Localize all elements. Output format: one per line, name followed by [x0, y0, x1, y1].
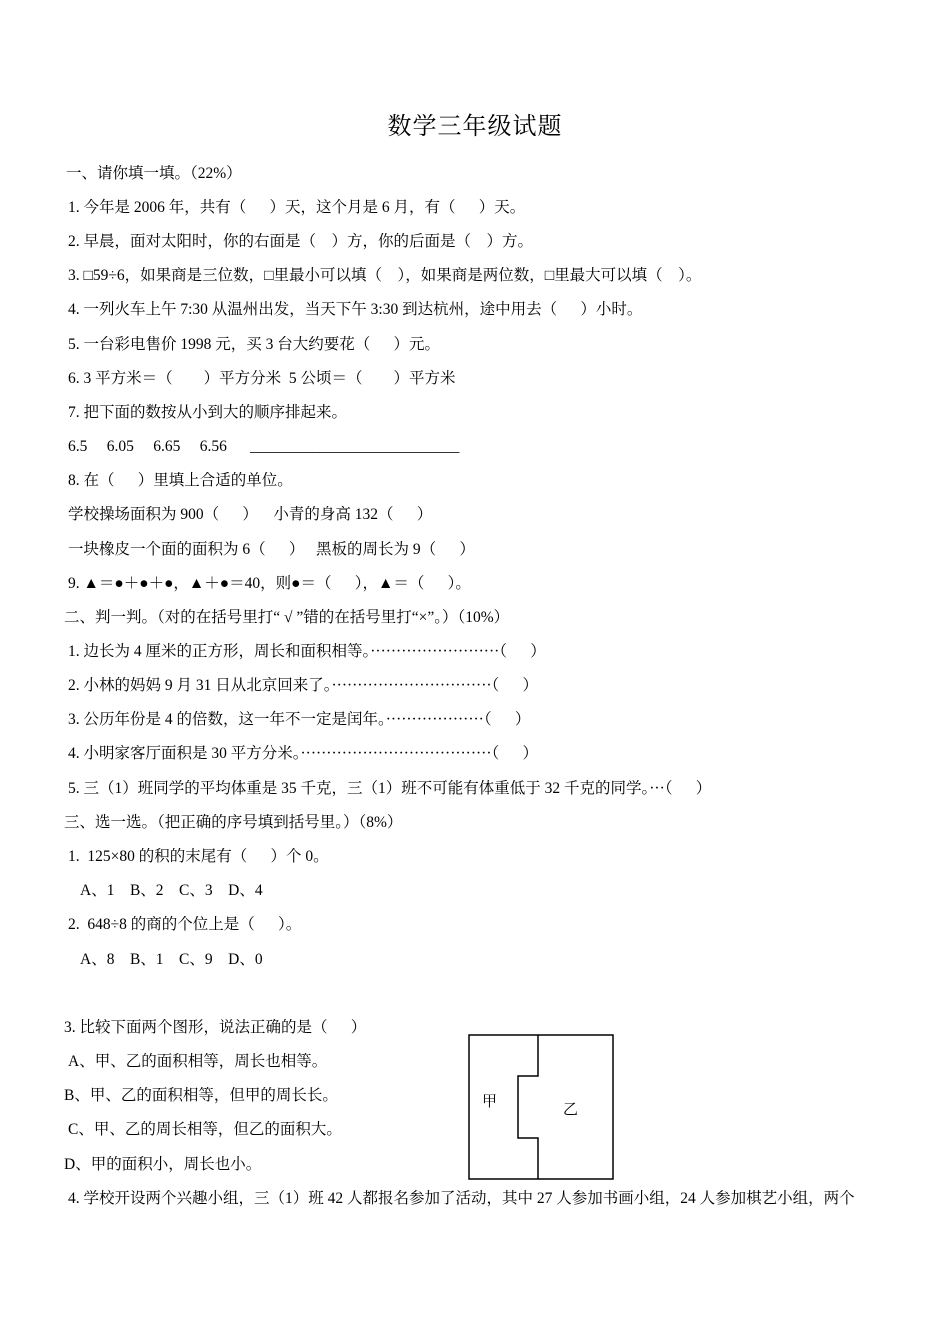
- question-3-2-options: A、8 B、1 C、9 D、0: [80, 951, 263, 968]
- question-1-7: 7. 把下面的数按从小到大的顺序排起来。: [68, 404, 348, 421]
- question-3-1: 1. 125×80 的积的末尾有（ ）个 0。: [68, 848, 329, 865]
- question-1-4: 4. 一列火车上午 7:30 从温州出发，当天下午 3:30 到达杭州，途中用去（ ）小时。: [68, 301, 643, 318]
- question-2-3: 3. 公历年份是 4 的倍数，这一年不一定是闰年。···················（ ）: [68, 711, 531, 728]
- question-1-3: 3. □59÷6，如果商是三位数，□里最小可以填（ ），如果商是两位数，□里最大可以填（ ）。: [68, 267, 702, 284]
- question-1-8: 8. 在（ ）里填上合适的单位。: [68, 472, 293, 489]
- question-2-1: 1. 边长为 4 厘米的正方形，周长和面积相等。·························（ ）: [68, 643, 546, 660]
- shape-comparison-figure: [468, 1034, 614, 1180]
- figure-divider-line: [518, 1035, 538, 1179]
- section-1-heading: 一、请你填一填。（22%）: [66, 165, 242, 182]
- figure-label-jia: 甲: [482, 1092, 498, 1110]
- question-3-3-option-c: C、甲、乙的周长相等，但乙的面积大。: [68, 1121, 342, 1138]
- question-3-3-option-b: B、甲、乙的面积相等，但甲的周长长。: [64, 1087, 338, 1104]
- figure-label-yi: 乙: [563, 1100, 579, 1118]
- question-2-4: 4. 小明家客厅面积是 30 平方分米。·····································（ ）: [68, 745, 538, 762]
- question-1-8-a: 学校操场面积为 900（ ） 小青的身高 132（ ）: [68, 506, 433, 523]
- question-1-7-numbers: 6.5 6.05 6.65 6.56 ___________________________: [68, 438, 460, 455]
- question-2-5: 5. 三（1）班同学的平均体重是 35 千克，三（1）班不可能有体重低于 32 千克的同学。···（ ）: [68, 780, 712, 797]
- question-3-3-option-a: A、甲、乙的面积相等，周长也相等。: [68, 1053, 328, 1070]
- question-1-9: 9. ▲＝●＋●＋●，▲＋●＝40，则●＝（ ），▲＝（ ）。: [68, 575, 471, 592]
- question-1-1: 1. 今年是 2006 年，共有（ ）天，这个月是 6 月，有（ ）天。: [68, 199, 526, 216]
- section-3-heading: 三、选一选。（把正确的序号填到括号里。）（8%）: [64, 814, 403, 831]
- question-3-3: 3. 比较下面两个图形，说法正确的是（ ）: [64, 1019, 367, 1036]
- question-1-8-b: 一块橡皮一个面的面积为 6（ ） 黑板的周长为 9（ ）: [68, 541, 475, 558]
- question-1-6: 6. 3 平方米＝（ ）平方分米 5 公顷＝（ ）平方米: [68, 370, 456, 387]
- question-3-3-option-d: D、甲的面积小，周长也小。: [64, 1156, 262, 1173]
- question-3-4: 4. 学校开设两个兴趣小组，三（1）班 42 人都报名参加了活动，其中 27 人参加书画小组，24 人参加棋艺小组，两个: [68, 1190, 855, 1207]
- section-2-heading: 二、判一判。（对的在括号里打“ √ ”错的在括号里打“×”。）（10%）: [64, 609, 510, 626]
- page-title: 数学三年级试题: [387, 114, 563, 140]
- question-2-2: 2. 小林的妈妈 9 月 31 日从北京回来了。·······························（ ）: [68, 677, 539, 694]
- question-1-2: 2. 早晨，面对太阳时，你的右面是（ ）方，你的后面是（ ）方。: [68, 233, 534, 250]
- question-3-2: 2. 648÷8 的商的个位上是（ ）。: [68, 916, 302, 933]
- question-3-1-options: A、1 B、2 C、3 D、4: [80, 882, 263, 899]
- question-1-5: 5. 一台彩电售价 1998 元，买 3 台大约要花（ ）元。: [68, 336, 441, 353]
